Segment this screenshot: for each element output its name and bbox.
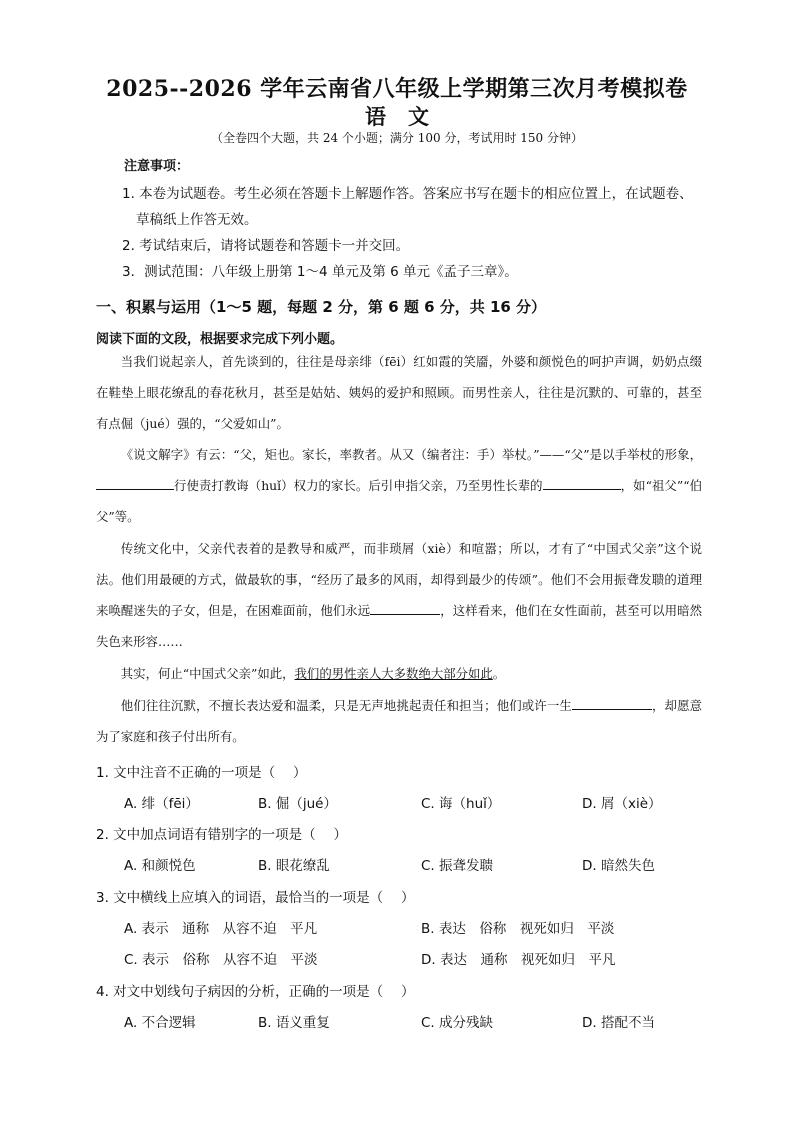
note-item-1 [122,181,712,233]
passage-text: 其实，何止“中国式父亲”如此， [120,666,295,681]
passage-text: 《说文解字》有云：“父，矩也。家长，率教者。从又（编者注：手）举杖。”——“父”是以手举杖的形象， [120,447,702,462]
question-3: 3. 文中横线上应填入的词语，最恰当的一项是（ ） [96,890,415,906]
notes-heading: 注意事项： [124,159,190,174]
fill-blank [96,475,174,490]
question-4: 4. 对文中划线句子病因的分析，正确的一项是（ ） [96,984,415,1000]
question-2: 2. 文中加点词语有错别字的一项是（ ） [96,827,347,843]
question-4-option-a[interactable]: A. 不合逻辑 [124,1015,196,1031]
question-1: 1. 文中注音不正确的一项是（ ） [96,765,307,781]
question-4-option-c[interactable]: C. 成分残缺 [421,1015,494,1031]
question-3-option-b[interactable]: B. 表达 俗称 视死如归 平淡 [421,921,615,937]
fill-blank [370,600,440,615]
passage-text: ，却愿意为了家庭和孩子付出所有。 [96,698,703,744]
section-heading: 一、积累与运用（1～5 题，每题 2 分，第 6 题 6 分，共 16 分） [96,298,547,316]
subject-title: 语文 [365,104,451,129]
underlined-sentence: 我们的男性亲人大多数绝大部分如此 [294,666,493,681]
passage-text: 。 [492,666,506,681]
question-3-option-c[interactable]: C. 表示 俗称 从容不迫 平淡 [124,952,318,968]
question-3-option-a[interactable]: A. 表示 通称 从容不迫 平凡 [124,921,318,937]
note-item-2: 2. 考试结束后，请将试题卷和答题卡一并交回。 [122,238,410,254]
passage-text: ，这样看来，他们在女性面前，甚至可以用暗然失色来形容…… [96,603,703,649]
question-2-option-c[interactable]: C. 振聋发聩 [421,858,494,874]
question-3-option-d[interactable]: D. 表达 通称 视死如归 平凡 [421,952,616,968]
passage-paragraph-1: 当我们说起亲人，首先谈到的，往往是母亲绯（fēi）红如霞的笑靥，外婆和颜悦色的呵护声调，奶奶点缀在鞋垫上眼花缭乱的春花秋月，甚至是姑姑、姨妈的爱护和照顾。而男性亲人，往往是沉默的、可靠的，甚至有点倔（jué）强的，“父爱如山”。 [96,354,702,431]
passage-paragraph-5 [96,690,702,752]
passage-paragraph-4 [96,658,702,689]
question-2-option-b[interactable]: B. 眼花缭乱 [258,858,330,874]
question-1-option-d[interactable]: D. 屑（xiè） [582,796,662,812]
passage-text: 传统文化中，父亲代表着的是教导和威严，而非琐屑（xiè）和喧嚣；所以，才有了“中国式父亲”这个说法。他们用最硬的方式，做最软的事，“经历了最多的风雨，却得到最少的传颂”。他们不会用振聋发聩的道理来唤醒迷失的子女，但是，在困难面前，他们永远 [96,541,702,618]
passage-paragraph-2 [96,439,702,532]
fill-blank [572,695,652,710]
passage-paragraph-3 [96,533,702,657]
passage-text: ，如“祖父”“伯父”等。 [96,478,702,524]
question-1-option-a[interactable]: A. 绯（fēi） [124,796,199,812]
note-item-3: 3．测试范围：八年级上册第 1～4 单元及第 6 单元《孟子三章》。 [122,264,518,280]
question-4-option-d[interactable]: D. 搭配不当 [582,1015,655,1031]
fill-blank [543,475,621,490]
passage-text: 行使责打教诲（huǐ）权力的家长。后引申指父亲，乃至男性长辈的 [174,478,543,493]
exam-title: 2025--2026 学年云南省八年级上学期第三次月考模拟卷 [106,76,688,102]
passage-text: 他们往往沉默，不擅长表达爱和温柔，只是无声地挑起责任和担当；他们或许一生 [120,698,572,713]
section-instruction: 阅读下面的文段，根据要求完成下列小题。 [96,332,344,347]
question-1-option-b[interactable]: B. 倔（jué） [258,796,337,812]
note-text: 1. 本卷为试题卷。考生必须在答题卡上解题作答。答案应书写在题卡的相应位置上，在试题卷、 [122,186,693,202]
question-4-option-b[interactable]: B. 语义重复 [258,1015,330,1031]
question-2-option-a[interactable]: A. 和颜悦色 [124,858,196,874]
exam-info: （全卷四个大题，共 24 个小题；满分 100 分，考试用时 150 分钟） [211,131,583,145]
question-1-option-c[interactable]: C. 诲（huǐ） [421,796,501,812]
question-2-option-d[interactable]: D. 暗然失色 [582,858,655,874]
note-text-continued: 草稿纸上作答无效。 [136,212,258,228]
